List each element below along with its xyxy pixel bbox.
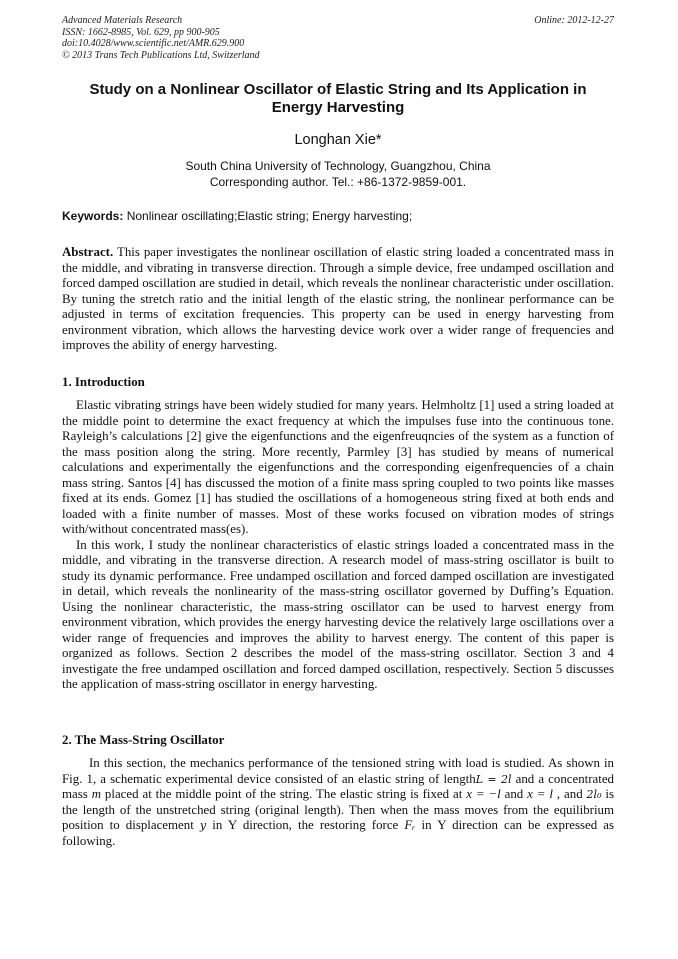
- affiliation-block: [62, 158, 614, 190]
- math-x-pos: x = l: [527, 787, 553, 801]
- section-heading-introduction: 1. Introduction: [62, 375, 145, 389]
- text-run: in Y direction can be expressed as following.: [62, 818, 615, 848]
- copyright: © 2013 Trans Tech Publications Ltd, Switzerland: [62, 49, 260, 61]
- text-run: and: [500, 787, 528, 801]
- keywords-label: Keywords:: [62, 209, 124, 223]
- online-date: Online: 2012-12-27: [534, 15, 614, 26]
- paragraph: [62, 756, 614, 849]
- math-displacement: y: [199, 819, 207, 832]
- text-run: In this section, the mechanics performance of the tensioned string with load is studied. As shown in Fig. 1, a schematic experimental device consisted of an elastic string of length: [62, 756, 614, 786]
- section-mass-string: [62, 756, 614, 849]
- keywords: [62, 208, 614, 224]
- paragraph: Elastic vibrating strings have been widely studied for many years. Helmholtz [1] used a string loaded at the middle point to determine the exact frequency at which the impulses fuse into the continuous tone. Rayleigh’s calculations [2] give the eigenfunctions and the eigenfreuqncies of the system as a function of the mass position along the string. More recently, Parmley [3] has studied by means of numerical calculations and experimentally the eigenfunctions and the corresponding eigenfrequencies of a chain mass string. Santos [4] has discussed the motion of a finite mass spring coupled to two points like masses fixed at its ends. Gomez [1] has studied the oscillations of a homogeneous string fixed at both ends and loaded with a finite number of masses. Most of these works focused on vibration modes of strings with/without concentrated mass(es).: [62, 398, 614, 536]
- running-header: [62, 15, 614, 61]
- journal-name: Advanced Materials Research: [62, 15, 183, 26]
- text-run: , and: [552, 787, 587, 801]
- text-run: is the length of the unstretched string (original length). Then when the mass moves from the equilibrium position to displacement: [62, 787, 614, 832]
- text-run: placed at the middle point of the string. The elastic string is fixed at: [101, 787, 467, 801]
- paper-title: Study on a Nonlinear Oscillator of Elastic String and Its Application in Energy Harvesting: [89, 81, 587, 116]
- paragraph: In this work, I study the nonlinear characteristics of elastic strings loaded a concentrated mass in the middle, and vibrating in the transverse direction. A research model of mass-string oscillator is built to study its dynamic performance. Free undamped oscillation and forced damped oscillation are investigated in detail, which reveals the nonlinearity of the mass-string oscillator governed by Duffing’s Equation. Using the nonlinear characteristic, the mass-string oscillator can be used to harvest energy from environment vibration, which provides the energy harvesting device the relatively large oscillations over a wider range of frequencies and improves the ability to harvest energy. The content of this paper is organized as follows. Section 2 describes the model of the mass-string oscillator. Section 3 and 4 investigate the free undamped oscillation and forced damped oscillation, respectively. Section 5 discusses the application of mass-string oscillator in energy harvesting.: [62, 537, 614, 691]
- abstract-label: Abstract.: [62, 245, 114, 259]
- corresponding-author: Corresponding author. Tel.: +86-1372-9859-001.: [209, 175, 467, 189]
- math-x-neg: x = −l: [466, 787, 501, 801]
- journal-info: [62, 15, 614, 61]
- math-original-length: 2l₀: [586, 788, 602, 801]
- issn: ISSN: 1662-8985, Vol. 629, pp 900-905: [62, 26, 220, 38]
- text-run: and a concentrated mass: [62, 771, 614, 801]
- doi: doi:10.4028/www.scientific.net/AMR.629.900: [62, 38, 245, 49]
- abstract-text: This paper investigates the nonlinear oscillation of elastic string loaded a concentrated mass in the middle, and vibrating in transverse direction. Through a simple device, free undamped oscillation and forced damped oscillation are studied in detail, which reveals the nonlinear characteristic under oscillation. By tuning the stretch ratio and the initial length of the elastic string, the nonlinear performance can be adjusted in terms of excitation frequencies. This property can be used in energy harvesting from environment vibration, which allows the harvesting device work over a wider range of frequencies and improves the ability of energy harvesting.: [62, 245, 614, 352]
- abstract: [62, 245, 614, 354]
- affiliation: South China University of Technology, Guangzhou, China: [185, 159, 491, 173]
- math-mass: m: [91, 787, 102, 801]
- section-heading-mass-string: 2. The Mass-String Oscillator: [62, 733, 225, 747]
- section-introduction: [62, 398, 614, 693]
- text-run: in Y direction, the restoring force: [206, 818, 405, 832]
- author-name: Longhan Xie*: [294, 132, 382, 148]
- math-restoring-force: Fᵣ: [404, 818, 416, 832]
- math-length: L = 2l: [475, 772, 512, 786]
- keywords-text: Nonlinear oscillating;Elastic string; Energy harvesting;: [123, 209, 413, 223]
